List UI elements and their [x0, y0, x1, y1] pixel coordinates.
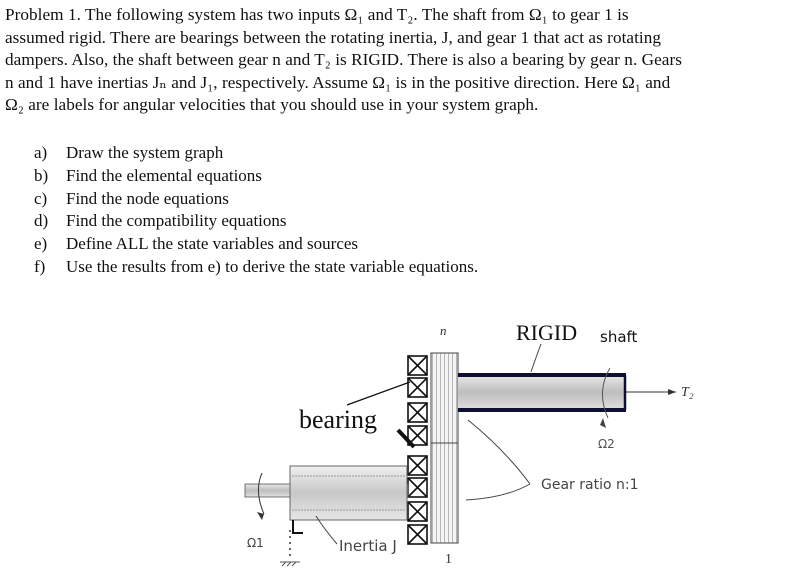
task-text: Find the node equations	[66, 188, 229, 208]
task-tag: d)	[34, 211, 49, 231]
problem-line-2: assumed rigid. There are bearings between the rotating inertia, J, and gear 1 that act as rotating	[5, 27, 662, 47]
ground-hatch-icon	[280, 562, 300, 566]
task-item	[34, 210, 478, 233]
problem-line-1: Problem 1. The following system has two inputs Ω₁ and T₂. The shaft from Ω₁ to gear 1 is	[5, 5, 629, 24]
task-list	[34, 142, 478, 279]
bearing-bottom	[408, 456, 427, 544]
task-text: Draw the system graph	[66, 143, 224, 162]
inertia-j	[290, 466, 407, 520]
task-item	[34, 142, 478, 165]
bearing-top	[408, 356, 427, 445]
task-tag: f)	[34, 256, 46, 276]
task-text: Use the results from e) to derive the state variable equations.	[66, 256, 479, 276]
bearing-pointer-line	[347, 382, 410, 405]
task-tag: c)	[34, 188, 48, 208]
problem-line-3: dampers. Also, the shaft between gear n and T₂ is RIGID. There is also a bearing by gear n. Gears	[5, 50, 682, 70]
label-bearing: bearing	[299, 405, 377, 434]
task-text: Define ALL the state variables and sources	[66, 234, 359, 254]
task-text: Find the elemental equations	[66, 165, 262, 185]
label-omega2: Ω2	[598, 437, 615, 451]
t2-arrowhead-icon	[668, 389, 676, 395]
gear-n	[431, 353, 458, 443]
label-t2: T₂	[681, 385, 694, 400]
label-gear-1: 1	[445, 552, 452, 567]
task-item	[34, 256, 478, 279]
gear-system-figure	[0, 300, 808, 570]
task-item	[34, 165, 478, 188]
ground-bracket	[293, 520, 303, 533]
label-rigid: RIGID	[516, 320, 578, 345]
label-inertia-j: Inertia J	[339, 537, 397, 555]
label-gear-n: n	[440, 323, 447, 338]
label-gear-ratio: Gear ratio n:1	[541, 477, 639, 493]
label-omega1: Ω1	[247, 536, 264, 550]
gear-ratio-pointer-upper	[468, 420, 530, 484]
output-shaft	[458, 375, 626, 410]
gear-1	[431, 443, 458, 543]
rigid-pointer-line	[531, 344, 541, 372]
problem-line-5: Ω₂ are labels for angular velocities that you should use in your system graph.	[5, 95, 539, 115]
omega1-arrowhead-icon	[257, 512, 264, 520]
label-shaft: shaft	[600, 328, 638, 346]
task-item	[34, 188, 478, 211]
problem-statement	[5, 4, 805, 117]
gear-ratio-pointer-lower	[466, 484, 530, 500]
task-tag: a)	[34, 143, 48, 162]
task-tag: b)	[34, 165, 49, 185]
problem-line-4: n and 1 have inertias Jₙ and J₁, respectively. Assume Ω₁ is in the positive direction. Here Ω₁ and	[5, 72, 671, 92]
task-text: Find the compatibility equations	[66, 211, 287, 231]
omega2-arrow-icon	[600, 418, 606, 428]
task-item	[34, 233, 478, 256]
task-tag: e)	[34, 234, 48, 254]
